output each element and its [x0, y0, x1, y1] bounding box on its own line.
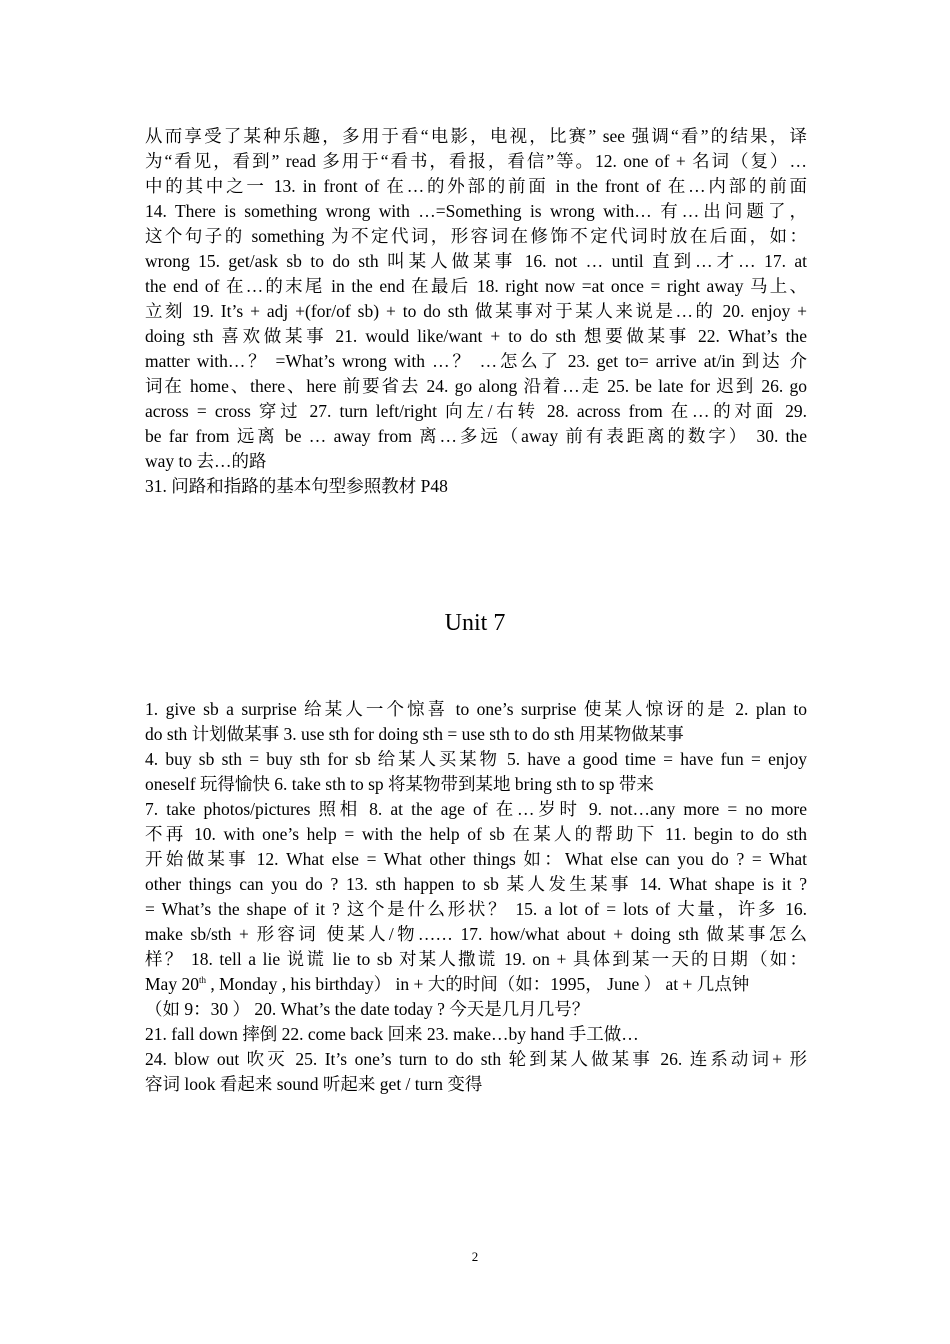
- text-line: way to 去…的路: [145, 451, 267, 471]
- date-text: May 20: [145, 974, 199, 994]
- text-line: 词在 home、there、here 前要省去 24. go along 沿着…走 25. be late for 迟到 26. go: [145, 376, 807, 396]
- text-line-with-superscript: [145, 972, 807, 997]
- text-line: across = cross 穿过 27. turn left/right 向左/右转 28. across from 在…的对面 29.: [145, 401, 807, 421]
- text-line: （如 9：30 ） 20. What’s the date today ? 今天是几月几号？: [145, 999, 590, 1019]
- top-text-block: [145, 124, 807, 499]
- text-line: 31. 问路和指路的基本句型参照教材 P48: [145, 476, 448, 496]
- text-line: the end of 在…的末尾 in the end 在最后 18. right now =at once = right away 马上、: [145, 276, 807, 296]
- text-line: 样？ 18. tell a lie 说谎 lie to sb 对某人撒谎 19. on + 具体到某一天的日期（如：: [145, 949, 807, 969]
- text-line: 4. buy sb sth = buy sth for sb 给某人买某物 5. have a good time = have fun = enjoy: [145, 749, 807, 769]
- text-line: = What’s the shape of it ? 这个是什么形状？ 15. a lot of = lots of 大量，许多 16.: [145, 899, 807, 919]
- text-line: matter with…？ =What’s wrong with …？ …怎么了 23. get to= arrive at/in 到达 介: [145, 351, 807, 371]
- text-line: 这个句子的 something 为不定代词，形容词在修饰不定代词时放在后面，如：: [145, 226, 807, 246]
- unit-title: Unit 7: [444, 610, 506, 636]
- text-line: other things can you do ? 13. sth happen to sb 某人发生某事 14. What shape is it ?: [145, 874, 807, 894]
- text-line: wrong 15. get/ask sb to do sth 叫某人做某事 16. not … until 直到…才… 17. at: [145, 251, 807, 271]
- text-line: be far from 远离 be … away from 离…多远（away 前有表距离的数字） 30. the: [145, 426, 807, 446]
- ordinal-superscript: th: [198, 975, 206, 986]
- text-line: 开始做某事 12. What else = What other things 如：What else can you do ? = What: [145, 849, 807, 869]
- text-line: 14. There is something wrong with …=Something is wrong with… 有…出问题了，: [145, 201, 807, 221]
- text-line: do sth 计划做某事 3. use sth for doing sth = use sth to do sth 用某物做某事: [145, 724, 684, 744]
- text-line: make sb/sth + 形容词 使某人/物…… 17. how/what about + doing sth 做某事怎么: [145, 924, 807, 944]
- text-line: 24. blow out 吹灭 25. It’s one’s turn to do sth 轮到某人做某事 26. 连系动词+ 形: [145, 1049, 807, 1069]
- text-line: 为“看见，看到” read 多用于“看书，看报，看信”等。12. one of + 名词（复）…: [145, 151, 807, 171]
- text-line: 21. fall down 摔倒 22. come back 回来 23. make…by hand 手工做…: [145, 1024, 639, 1044]
- text-line: 容词 look 看起来 sound 听起来 get / turn 变得: [145, 1074, 483, 1094]
- text-line: doing sth 喜欢做某事 21. would like/want + to do sth 想要做某事 22. What’s the: [145, 326, 807, 346]
- text-line: 1. give sb a surprise 给某人一个惊喜 to one’s surprise 使某人惊讶的是 2. plan to: [145, 699, 807, 719]
- text-line: 不再 10. with one’s help = with the help of sb 在某人的帮助下 11. begin to do sth: [145, 824, 807, 844]
- text-line: 7. take photos/pictures 照相 8. at the age of 在…岁时 9. not…any more = no more: [145, 799, 807, 819]
- text-line: 中的其中之一 13. in front of 在…的外部的前面 in the front of 在…内部的前面: [145, 176, 807, 196]
- text-line: 从而享受了某种乐趣，多用于看“电影，电视，比赛” see 强调“看”的结果，译: [145, 126, 807, 146]
- text-line: oneself 玩得愉快 6. take sth to sp 将某物带到某地 bring sth to sp 带来: [145, 774, 654, 794]
- date-text-rest: , Monday , his birthday） in + 大的时间（如：1995， June ） at + 几点钟: [205, 974, 750, 994]
- unit-text-block: [145, 697, 807, 1097]
- page-number: 2: [471, 1249, 479, 1264]
- text-line: 立刻 19. It’s + adj +(for/of sb) + to do sth 做某事对于某人来说是…的 20. enjoy +: [145, 301, 807, 321]
